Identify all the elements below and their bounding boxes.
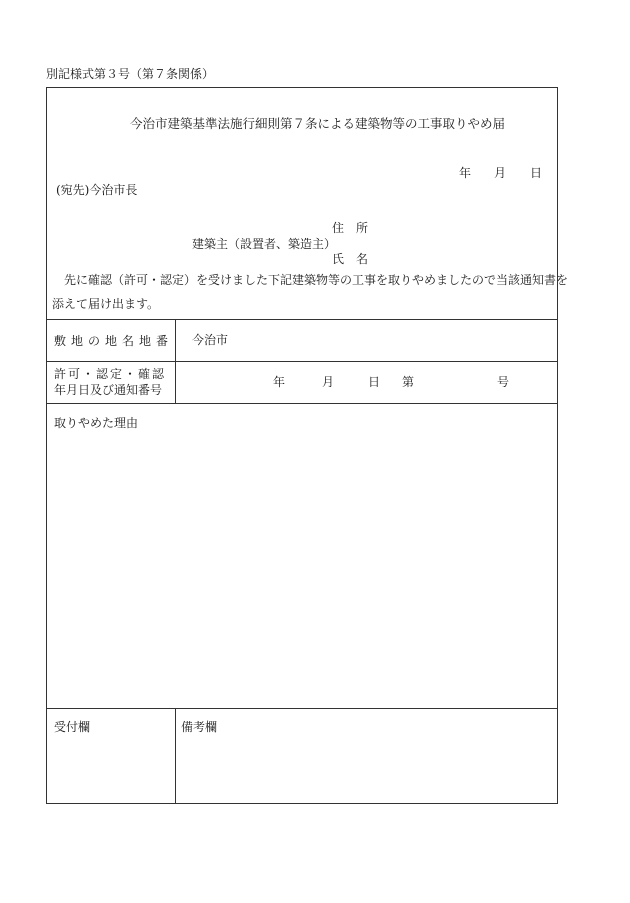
permit-number-suffix: 号 bbox=[497, 375, 510, 389]
statement-line-1: 先に確認（許可・認定）を受けました下記建築物等の工事を取りやめましたので当該通知書を bbox=[64, 273, 569, 287]
addressee: (宛先)今治市長 bbox=[56, 183, 138, 197]
site-label: 敷地の地名地番 bbox=[54, 334, 174, 348]
label-column-rule bbox=[175, 319, 176, 403]
remarks-label: 備考欄 bbox=[181, 720, 218, 734]
site-row-rule bbox=[46, 361, 558, 362]
permit-label-line-2: 年月日及び通知番号 bbox=[54, 383, 163, 397]
permit-label-line-1: 許可・認定・確認 bbox=[54, 367, 167, 381]
owner-name-label: 氏 名 bbox=[332, 252, 369, 266]
reason-row-rule bbox=[46, 708, 558, 709]
permit-number-prefix: 第 bbox=[402, 375, 415, 389]
date-month-label: 月 bbox=[494, 166, 507, 180]
permit-row-rule bbox=[46, 403, 558, 404]
date-year-label: 年 bbox=[459, 166, 472, 180]
form-title: 今治市建築基準法施行細則第７条による建築物等の工事取りやめ届 bbox=[130, 116, 506, 131]
form-number: 別記様式第３号（第７条関係） bbox=[46, 67, 215, 81]
site-value: 今治市 bbox=[192, 333, 229, 347]
permit-day-label: 日 bbox=[368, 375, 381, 389]
permit-year-label: 年 bbox=[273, 375, 286, 389]
statement-line-2: 添えて届け出ます。 bbox=[52, 297, 160, 311]
reason-label: 取りやめた理由 bbox=[54, 416, 139, 430]
reception-column-rule bbox=[175, 708, 176, 804]
table-top-rule bbox=[46, 319, 558, 320]
owner-role-label: 建築主（設置者、築造主） bbox=[192, 237, 337, 251]
permit-month-label: 月 bbox=[322, 375, 335, 389]
owner-address-label: 住 所 bbox=[332, 221, 369, 235]
reception-label: 受付欄 bbox=[54, 720, 91, 734]
date-day-label: 日 bbox=[530, 166, 543, 180]
